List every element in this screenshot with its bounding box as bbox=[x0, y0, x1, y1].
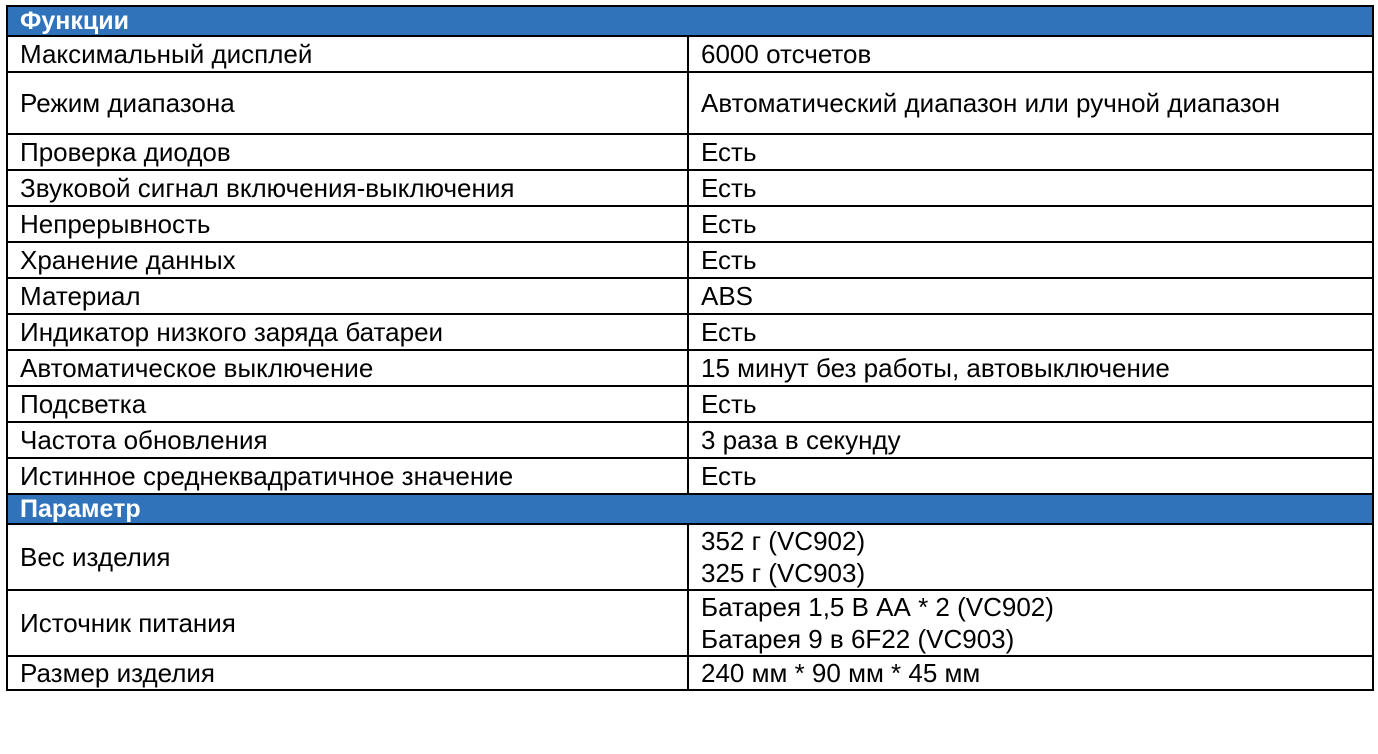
row-value: Есть bbox=[688, 206, 1373, 242]
section-header-functions bbox=[7, 6, 1373, 36]
table-row bbox=[7, 458, 1373, 494]
row-label: Режим диапазона bbox=[7, 72, 688, 134]
row-value: Автоматический диапазон или ручной диапазон bbox=[688, 72, 1373, 134]
row-value: Есть bbox=[688, 458, 1373, 494]
table-row bbox=[7, 656, 1373, 690]
row-value: 3 раза в секунду bbox=[688, 422, 1373, 458]
row-value-line: Батарея 1,5 В АА * 2 (VC902) bbox=[701, 592, 1054, 622]
table-row bbox=[7, 590, 1373, 656]
row-label: Проверка диодов bbox=[7, 134, 688, 170]
row-value bbox=[688, 590, 1373, 656]
row-value: Есть bbox=[688, 314, 1373, 350]
section-header-parameters bbox=[7, 494, 1373, 524]
row-label: Хранение данных bbox=[7, 242, 688, 278]
row-label: Размер изделия bbox=[7, 656, 688, 690]
table-row bbox=[7, 422, 1373, 458]
table-row bbox=[7, 350, 1373, 386]
row-value: Есть bbox=[688, 386, 1373, 422]
row-value: 6000 отсчетов bbox=[688, 36, 1373, 72]
table-row bbox=[7, 278, 1373, 314]
row-label: Индикатор низкого заряда батареи bbox=[7, 314, 688, 350]
row-label: Подсветка bbox=[7, 386, 688, 422]
row-value: ABS bbox=[688, 278, 1373, 314]
row-label: Материал bbox=[7, 278, 688, 314]
row-value: Есть bbox=[688, 134, 1373, 170]
row-value: 240 мм * 90 мм * 45 мм bbox=[688, 656, 1373, 690]
table-row bbox=[7, 242, 1373, 278]
table-row bbox=[7, 206, 1373, 242]
section-title: Параметр bbox=[7, 494, 1373, 524]
row-label: Вес изделия bbox=[7, 524, 688, 590]
row-label: Истинное среднеквадратичное значение bbox=[7, 458, 688, 494]
row-value-line: 325 г (VC903) bbox=[701, 558, 866, 588]
row-label: Частота обновления bbox=[7, 422, 688, 458]
row-value-line: Батарея 9 в 6F22 (VC903) bbox=[701, 624, 1015, 654]
table-row bbox=[7, 72, 1373, 134]
table-row bbox=[7, 36, 1373, 72]
row-value: 15 минут без работы, автовыключение bbox=[688, 350, 1373, 386]
row-label: Непрерывность bbox=[7, 206, 688, 242]
row-value-line: 352 г (VC902) bbox=[701, 526, 866, 556]
row-label: Максимальный дисплей bbox=[7, 36, 688, 72]
spec-table bbox=[6, 5, 1374, 691]
row-value: Есть bbox=[688, 242, 1373, 278]
table-row bbox=[7, 134, 1373, 170]
section-title: Функции bbox=[7, 6, 1373, 36]
table-row bbox=[7, 524, 1373, 590]
row-value: Есть bbox=[688, 170, 1373, 206]
row-label: Источник питания bbox=[7, 590, 688, 656]
row-value bbox=[688, 524, 1373, 590]
table-row bbox=[7, 314, 1373, 350]
table-row bbox=[7, 386, 1373, 422]
table-row bbox=[7, 170, 1373, 206]
row-label: Автоматическое выключение bbox=[7, 350, 688, 386]
row-label: Звуковой сигнал включения-выключения bbox=[7, 170, 688, 206]
